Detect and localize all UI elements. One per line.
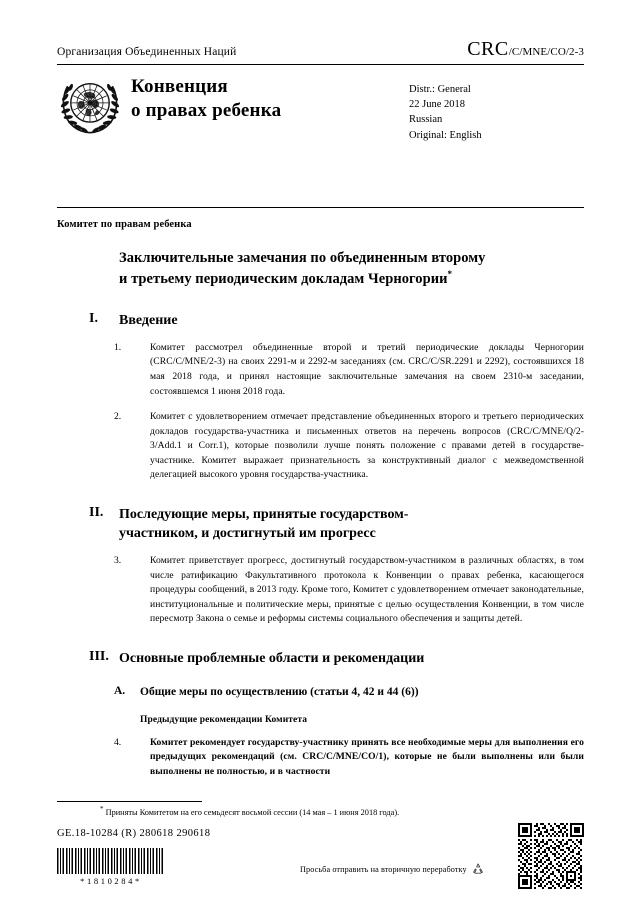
- section-heading-1: [89, 311, 559, 330]
- page-title-footnote-marker: *: [447, 269, 453, 279]
- job-number: GE.18-10284 (R) 280618 290618: [57, 828, 211, 839]
- masthead-bottom-row: [57, 74, 584, 148]
- section-title-1: Введение: [119, 312, 178, 328]
- section-title-2-line2: участником, и достигнутый им прогресс: [119, 526, 376, 542]
- page-title-line2: и третьему периодическим докладам Черногории: [119, 270, 448, 287]
- section-title-2-line1: Последующие меры, принятые государством-: [119, 507, 409, 523]
- section-number-1: I.: [89, 310, 98, 326]
- paragraph-number: 3.: [114, 555, 122, 567]
- section-title-2: [119, 505, 559, 543]
- committee-name: Комитет по правам ребенка: [57, 219, 192, 230]
- paragraph-1: [114, 341, 584, 399]
- qr-code: [518, 823, 584, 889]
- organization-name: Организация Объединенных Наций: [57, 46, 237, 58]
- paragraph-text: Комитет рекомендует государству-участнику принять все необходимые меры для выполнения его предыдущих рекомендаций (см. CRC/C/MNE/CO/1), которые не были выполнены или были выполнены не полностью, и в частности: [150, 736, 584, 777]
- paragraph-text: Комитет с удовлетворением отмечает представление объединенных второго и третьего периодических докладов государства-участника и письменных ответов на перечень вопросов (CRC/C/MNE/Q/2-3/Add.1 и Corr.1), которые позволили лучше понять положение с правами детей в государстве-участнике. Комитет выражает признательность за конструктивный диалог с межведомственной делегацией высокого уровня государства-участника.: [150, 411, 584, 481]
- document-symbol: [467, 38, 584, 61]
- footnote-marker: *: [100, 805, 104, 813]
- masthead: [57, 38, 584, 148]
- convention-title: [131, 75, 409, 122]
- distribution-type: Distr.: General: [409, 84, 471, 95]
- barcode-icon: [57, 848, 165, 874]
- document-content: [57, 248, 584, 779]
- recycle-icon: [471, 862, 485, 876]
- recycle-notice: [300, 862, 485, 876]
- distribution-block: [409, 82, 584, 143]
- paragraph-2: [114, 410, 584, 483]
- section-heading-2: [89, 505, 559, 543]
- page-title-line1: Заключительные замечания по объединенным второму: [119, 250, 486, 266]
- barcode-number: *1810284*: [80, 876, 142, 886]
- distribution-date: 22 June 2018: [409, 99, 465, 111]
- un-emblem: [59, 75, 121, 137]
- barcode-block: [57, 848, 167, 886]
- footnote-text: Приняты Комитетом на его семьдесят восьмой сессии (14 мая – 1 июня 2018 года).: [105, 807, 400, 817]
- paragraph-4: [114, 736, 584, 780]
- document-symbol-suffix: /C/MNE/CO/2-3: [508, 46, 584, 58]
- subsection-heading-a: [114, 685, 559, 701]
- paragraph-text: Комитет рассмотрел объединенные второй и третий периодические доклады Черногории (CRC/C/MNE/2-3) на своих 2291-м и 2292-м заседаниях (см. CRC/C/SR.2291 и 2292), состоявшихся 18 мая 2018 года, и принял настоящие заключительные замечания на своем 2310-м заседании, состоявшемся 1 июня 2018 года.: [150, 341, 584, 397]
- paragraph-3: [114, 554, 584, 627]
- distribution-original: Original: English: [409, 129, 482, 141]
- recycle-text: Просьба отправить на вторичную переработку: [300, 864, 467, 874]
- footnote-divider: [57, 801, 202, 802]
- convention-title-line2: о правах ребенка: [131, 99, 282, 121]
- masthead-divider-bottom: [57, 207, 584, 208]
- convention-title-line1: Конвенция: [131, 76, 228, 97]
- subsection-letter-a: A.: [114, 685, 126, 698]
- subsection-subheading: Предыдущие рекомендации Комитета: [140, 714, 308, 725]
- masthead-top-row: [57, 38, 584, 63]
- paragraph-number: 2.: [114, 411, 122, 423]
- subsection-title-a: Общие меры по осуществлению (статьи 4, 42 и 44 (6)): [140, 686, 419, 699]
- section-title-3: Основные проблемные области и рекомендации: [119, 651, 425, 667]
- section-heading-3: [89, 649, 559, 668]
- document-symbol-prefix: CRC: [467, 38, 509, 60]
- distribution-language: Russian: [409, 114, 443, 126]
- paragraph-number: 4.: [114, 736, 122, 748]
- paragraph-text: Комитет приветствует прогресс, достигнутый государством-участником в различных областях, в том числе ратификацию Факультативного протокола к Конвенции о правах ребенка, касающегося процедуры сообщений, в 2013 году. Кроме того, Комитет с удовлетворением отмечает законодательные, институциональные и политические меры, принятые с целью осуществления Конвенции, в том числе пересмотр Закона о семье и реформы системы социального обеспечения и защиты детей.: [150, 555, 584, 625]
- page-title: [119, 248, 559, 289]
- section-number-3: III.: [89, 649, 109, 665]
- masthead-divider-top: [57, 64, 584, 65]
- section-number-2: II.: [89, 505, 104, 521]
- paragraph-number: 1.: [114, 341, 122, 353]
- footnote: [100, 805, 570, 818]
